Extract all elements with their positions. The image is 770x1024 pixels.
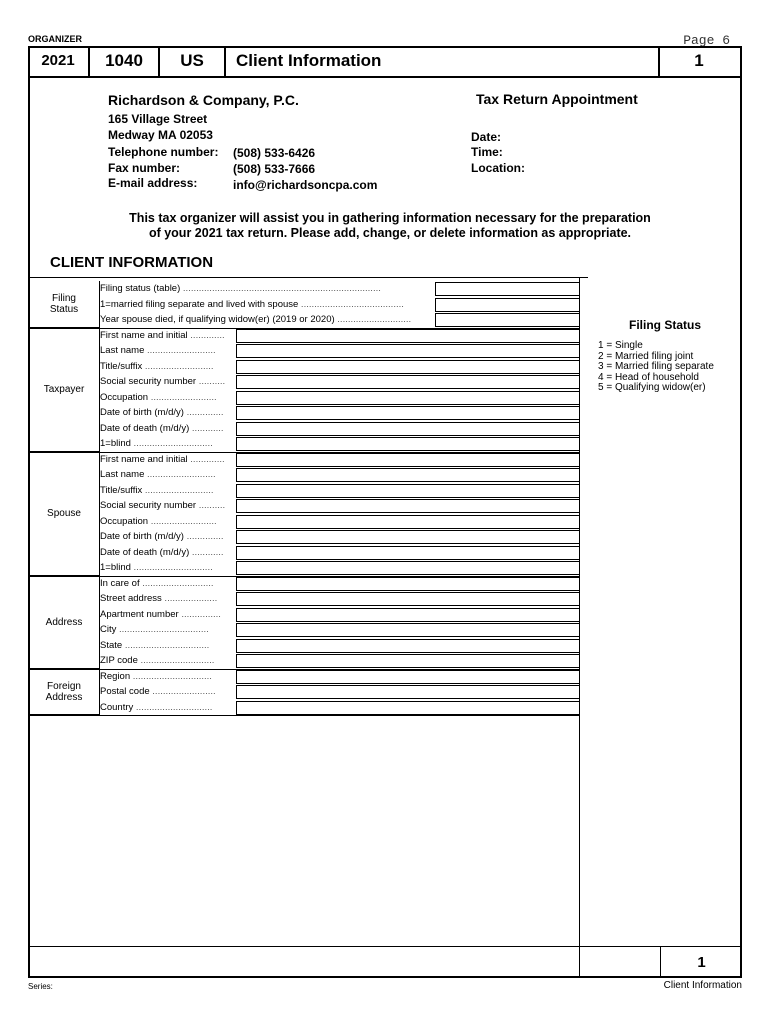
input-field[interactable] [236,468,580,482]
input-field[interactable] [236,670,580,684]
intro-line-2: of your 2021 tax return. Please add, change, or delete information as appropriate. [148,226,632,240]
row-label-text: 1=blind [100,438,131,449]
leader-dots: .................... [161,593,218,604]
leader-dots: .................................. [116,624,209,635]
leader-dots: .......................... [142,360,214,372]
leader-dots: .............. [183,531,224,542]
form-row-label [100,436,213,452]
form-row-label [100,607,221,623]
input-field[interactable] [236,453,580,467]
email-value: info@richardsoncpa.com [233,178,378,192]
group-separator [28,715,580,716]
form-row-label [100,405,224,421]
form-row-label [100,343,216,359]
footer-rule [28,946,742,947]
header-title: Client Information [226,46,660,76]
leader-dots: ............................. [133,701,213,713]
group-label-filing_status: Filing Status [49,293,79,316]
form-row-label [100,498,225,514]
row-label-text: Last name [100,345,145,356]
row-label-text: Filing status (table) [100,283,181,294]
group-label-spouse: Spouse [47,508,81,519]
form-row-label [100,638,209,654]
row-label-text: 1=married filing separate and lived with spouse [100,298,299,310]
leader-dots: ............... [178,608,221,620]
header-year: 2021 [28,46,90,76]
leader-dots: ........................ [149,686,216,697]
series-label: Series: [28,982,53,991]
leader-dots: ............................ [137,655,215,666]
form-row-label [100,374,225,390]
form-row-label [100,328,225,344]
row-label-text: Country [100,701,134,713]
legend-title: Filing Status [629,318,701,332]
leader-dots: ................................ [122,639,210,651]
leader-dots: ............. [187,453,225,465]
form-row-label [100,591,217,607]
row-label-text: Date of birth (m/d/y) [100,407,184,418]
input-field[interactable] [236,406,580,420]
input-field[interactable] [236,329,580,343]
header-country: US [160,46,226,76]
row-label-text: Social security number [100,500,197,511]
leader-dots: ............................ [334,314,412,325]
input-field[interactable] [236,623,580,637]
row-label-text: Title/suffix [100,484,143,496]
input-field[interactable] [236,360,580,374]
legend-item: 5 = Qualifying widow(er) [598,382,706,393]
row-label-text: 1=blind [100,562,131,573]
telephone-value: (508) 533-6426 [233,146,316,160]
telephone-label: Telephone number: [108,145,219,159]
form-row-label [100,281,381,297]
form-row-label [100,514,217,530]
footer-name: Client Information [663,980,742,991]
row-label-text: In care of [100,577,140,589]
row-label-text: City [100,624,117,635]
form-header [28,46,742,78]
input-field[interactable] [236,437,580,451]
leader-dots: .......... [196,376,226,387]
fax-value: (508) 533-7666 [233,162,316,176]
row-label-text: Title/suffix [100,360,143,372]
input-field[interactable] [236,701,580,715]
intro-text [90,211,690,241]
appointment-date-label: Date: [471,130,502,144]
input-field[interactable] [236,546,580,560]
form-row-label [100,483,214,499]
row-label-text: Date of death (m/d/y) [100,422,190,434]
row-label-text: Date of birth (m/d/y) [100,531,184,542]
form-row-label [100,297,404,313]
row-label-text: Occupation [100,391,149,403]
legend-item: 4 = Head of household [598,371,699,383]
row-label-text: Region [100,670,131,682]
leader-dots: .............................. [130,438,213,449]
form-row-label [100,529,224,545]
row-label-text: Social security number [100,376,197,387]
appointment-title: Tax Return Appointment [476,91,638,107]
leader-dots: .......... [196,500,226,511]
intro-line-1: This tax organizer will assist you in gathering information necessary for the preparation [129,211,651,225]
leader-dots: ....................................... [298,298,404,310]
input-field[interactable] [236,484,580,498]
leader-dots: .......................... [144,469,216,480]
section-title: CLIENT INFORMATION [50,254,214,271]
row-label-text: ZIP code [100,655,138,666]
legend-item: 1 = Single [598,340,643,351]
row-label-text: First name and initial [100,453,188,465]
input-field[interactable] [435,298,580,312]
appointment-location-label: Location: [471,161,525,175]
footer-number: 1 [660,946,742,976]
group-label-taxpayer: Taxpayer [43,384,85,395]
header-number: 1 [694,51,704,70]
leader-dots: .............................. [130,670,212,682]
leader-dots: ........................................................................... [180,283,381,294]
filing-status-legend [598,341,714,394]
row-label-text: Year spouse died, if qualifying widow(er) (2019 or 2020) [100,314,335,325]
form-row-label [100,669,212,685]
row-label-text: Occupation [100,515,149,527]
form-row-label [100,312,411,328]
leader-dots: .......................... [144,345,216,356]
leader-dots: ......................... [148,391,217,403]
input-field[interactable] [236,344,580,358]
legend-item: 3 = Married filing separate [598,361,714,372]
form-row-label [100,421,224,437]
form-row-label [100,359,214,375]
form-row-label [100,467,216,483]
row-label-text: Date of death (m/d/y) [100,546,190,558]
input-field[interactable] [236,592,580,606]
input-field[interactable] [236,375,580,389]
input-field[interactable] [236,577,580,591]
row-label-text: Last name [100,469,145,480]
input-field[interactable] [236,515,580,529]
legend-item: 2 = Married filing joint [598,350,694,362]
row-label-text: State [100,639,123,651]
form-row-label [100,700,212,716]
form-row-label [100,622,209,638]
input-field[interactable] [236,561,580,575]
form-row-label [100,545,224,561]
form-row-label [100,653,214,669]
firm-name: Richardson & Company, P.C. [108,92,299,108]
page-label: Page 6 [683,33,730,48]
leader-dots: ........................... [139,577,214,589]
input-field[interactable] [435,282,580,296]
form-row-label [100,560,213,576]
firm-city: Medway MA 02053 [108,128,213,142]
form-row-label [100,452,225,468]
form-row-label [100,390,217,406]
group-label-address: Address [45,616,83,628]
leader-dots: ............ [189,422,224,434]
header-form: 1040 [90,46,160,76]
row-label-text: Apartment number [100,608,179,620]
input-field[interactable] [236,639,580,653]
row-label-text: Street address [100,593,162,604]
leader-dots: .............. [183,407,224,418]
appointment-time-label: Time: [471,145,503,159]
group-label-foreign_address: Foreign Address [45,680,83,703]
input-field[interactable] [236,608,580,622]
firm-street: 165 Village Street [108,112,208,126]
input-field[interactable] [435,313,580,327]
form-row-label [100,684,216,700]
leader-dots: ............ [189,546,224,558]
leader-dots: .............................. [130,562,213,573]
row-label-text: Postal code [100,686,150,697]
leader-dots: ............. [187,329,225,341]
input-field[interactable] [236,654,580,668]
input-field[interactable] [236,422,580,436]
input-field[interactable] [236,530,580,544]
row-label-text: First name and initial [100,329,188,341]
form-row-label [100,576,214,592]
fax-label: Fax number: [108,161,181,175]
input-field[interactable] [236,685,580,699]
email-label: E-mail address: [108,176,198,190]
organizer-label: ORGANIZER [28,34,82,44]
leader-dots: .......................... [142,484,214,496]
leader-dots: ......................... [148,515,217,527]
input-field[interactable] [236,391,580,405]
input-field[interactable] [236,499,580,513]
